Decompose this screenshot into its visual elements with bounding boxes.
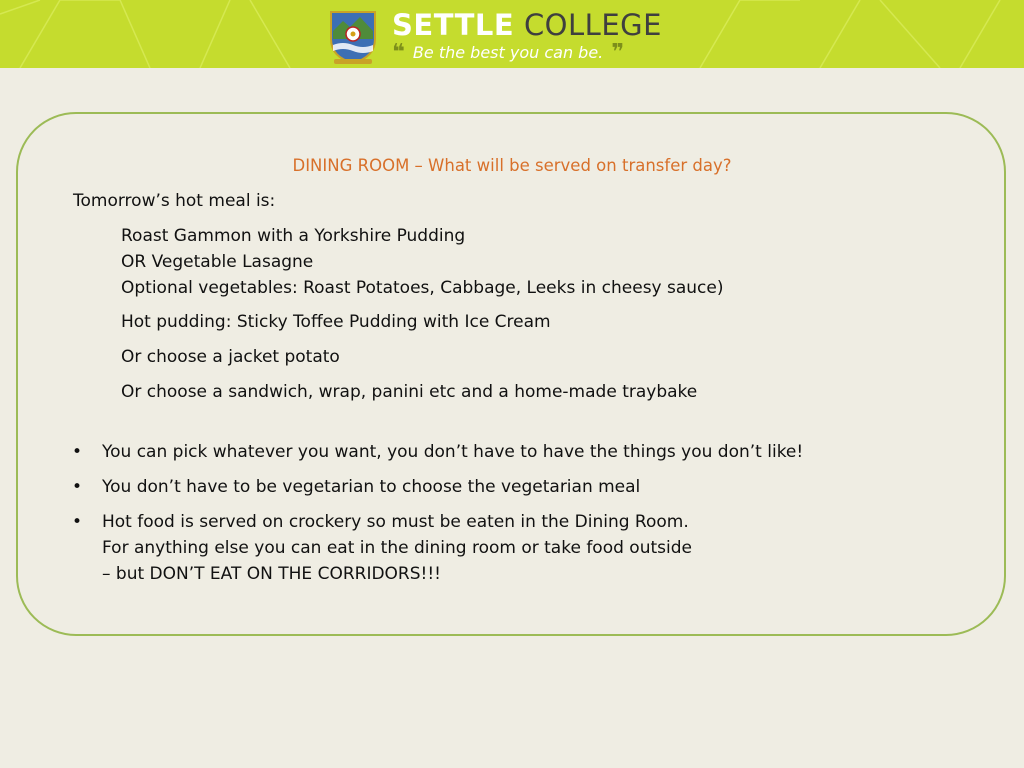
bullet-text-vegetarian: You don’t have to be vegetarian to choose the vegetarian meal [102, 477, 641, 497]
bullet-icon: • [72, 442, 83, 462]
bullet-text-choice: You can pick whatever you want, you don’t have to have the things you don’t like! [102, 442, 804, 462]
bullet-icon: • [72, 512, 83, 532]
menu-item-main: Roast Gammon with a Yorkshire Pudding [121, 226, 466, 246]
header-banner [0, 0, 1024, 68]
bullet-text-outside: For anything else you can eat in the dining room or take food outside [102, 538, 692, 558]
bullet-text-crockery: Hot food is served on crockery so must be eaten in the Dining Room. [102, 512, 689, 532]
open-quote-icon: ❝ [392, 40, 405, 65]
bullet-icon: • [72, 477, 83, 497]
college-crest-icon [328, 9, 378, 65]
page-title: DINING ROOM – What will be served on transfer day? [292, 156, 732, 175]
brand-tagline [392, 42, 624, 64]
intro-text: Tomorrow’s hot meal is: [73, 191, 276, 211]
menu-item-vegetables: Optional vegetables: Roast Potatoes, Cabbage, Leeks in cheesy sauce) [121, 278, 724, 298]
brand-title [392, 8, 662, 42]
menu-item-veg-option: OR Vegetable Lasagne [121, 252, 314, 272]
bullet-text-corridors: – but DON’T EAT ON THE CORRIDORS!!! [102, 564, 441, 584]
close-quote-icon: ❞ [611, 40, 625, 65]
menu-item-sandwich: Or choose a sandwich, wrap, panini etc and a home-made traybake [121, 382, 698, 402]
menu-item-pudding: Hot pudding: Sticky Toffee Pudding with Ice Cream [121, 312, 551, 332]
brand-word-college: COLLEGE [523, 8, 662, 42]
tagline-text: Be the best you can be. [412, 43, 604, 62]
brand-word-settle: SETTLE [392, 8, 515, 42]
menu-item-jacket-potato: Or choose a jacket potato [121, 347, 340, 367]
